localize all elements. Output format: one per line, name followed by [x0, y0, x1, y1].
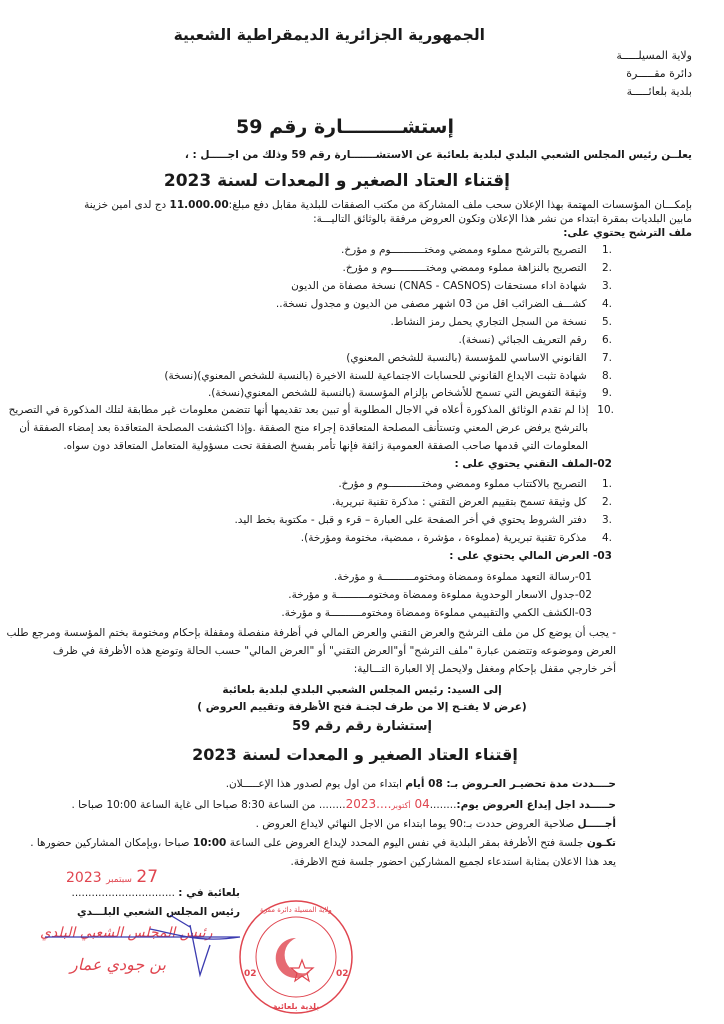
candidature-item	[276, 297, 612, 311]
item-number: 5.	[601, 316, 612, 328]
item-number: 10.	[597, 404, 614, 416]
item-10-line-1: إذا لم تقدم الوثائق المذكورة أعلاه في الاجال المطلوبة أو تبين بعد تقديمها أنها تتضمن معلومات غير مطابقة لتلك المذكورة في التصريح	[8, 404, 589, 416]
financial-item	[281, 606, 592, 620]
item-number: 2.	[601, 496, 612, 508]
item-text: التصريح بالنزاهة مملوء وممضي ومختـــــــــــوم و مؤرخ.	[342, 262, 587, 274]
candidature-item	[208, 386, 612, 400]
deadline-label: حـــــدد اجل إيداع العروض يوم:	[456, 799, 616, 811]
daira-label: دائرة مقـــــرة	[626, 67, 692, 80]
wilaya-label: ولاية المسيلـــــة	[616, 49, 692, 62]
item-text: شهادة تثبت الايداع القانوني للحسابات الاجتماعية للسنة الاخيرة (بالنسبة للشخص المعنوي)(نسخة)	[164, 370, 587, 382]
prep-label: حــــددت مدة تحضيـر العـروض بـ:	[442, 778, 616, 790]
announce-line	[185, 148, 692, 162]
item-number: 3.	[601, 514, 612, 526]
candidature-item	[291, 279, 612, 293]
technical-item	[234, 513, 612, 527]
deadline-line	[71, 797, 616, 813]
financial-item	[334, 570, 592, 584]
candidature-item-10	[9, 403, 614, 417]
announce-text: يعلــن رئيس المجلس الشعبي البلدي لبلدية بلعائبة عن الاستشـــــــارة رقم 59 وذلك من اجـــــل : ،	[184, 149, 692, 161]
item-text: التصريح بالترشح مملوء وممضي ومختـــــــــــوم و مؤرخ.	[341, 244, 587, 256]
technical-item	[332, 495, 612, 509]
candidature-item	[346, 351, 612, 365]
opening-line	[30, 836, 616, 850]
stamp-top-text: ولاية المسيلة دائرة مقرة	[260, 906, 332, 914]
sig-day: 27	[136, 867, 159, 887]
item-text: رقم التعريف الجبائي (نسخة).	[458, 334, 587, 346]
prep-days: 08 أيام	[405, 778, 443, 790]
validity-line	[256, 817, 616, 831]
item-text: التصريح بالاكتتاب مملوء وممضي ومختـــــــــــوم و مؤرخ.	[338, 478, 587, 490]
deadline-year: 2023	[345, 797, 377, 811]
envelope-line-3: أخر خارجي مقفل بإحكام ومغفل ولايحمل إلا العبارة التـــالية:	[353, 663, 616, 675]
item-number: 9.	[601, 387, 612, 399]
candidature-item	[341, 243, 612, 257]
stamp-bottom-text: بلدية بلعائبة	[272, 1002, 320, 1011]
baladiya-label: بلدية بلعائـــــة	[626, 85, 692, 98]
item-text: كل وثيقة تسمح بتقييم العرض التقني : مذكرة تقنية تبريرية.	[331, 496, 587, 508]
place-dots: ...............................	[71, 887, 175, 899]
item-10-line-2: بالترشح يرفض عرض المعني وتستأنف المصلحة المتعاقدة إجراء منح الصفقة .وإذا اكتشفت المصلحة المتعاقدة بعد إمضاء الصفقة أن	[19, 422, 588, 434]
intro-text-a: بإمكـــان المؤسسات المهتمة بهذا الإعلان سحب ملف المشاركة من مكتب الصفقات للبلدية مقابل دفع مبلغ:	[228, 199, 692, 211]
intro-line-1	[84, 198, 692, 212]
validity-text: صلاحية العروض حددت بـ:90 يوما ابتداء من الاجل النهائي لايداع العروض .	[255, 818, 578, 830]
handwritten-name: بن جودي عمار	[70, 955, 167, 974]
sig-year: 2023	[66, 870, 102, 886]
item-text: مذكرة تقنية تبريرية (مملوءة ، مؤشرة ، ممضية، مختومة ومؤرخة).	[300, 532, 587, 544]
invitation-line: يعد هذا الاعلان بمثابة استدعاء لجميع المشاركين احضور جلسة فتح الاظرفة.	[290, 856, 616, 868]
item-10-line-3: المعلومات التي قدمها صاحب الصفقة العمومية زائفة فإنها تأمر بفسخ الصفقة تحت مسؤولية المتعامل المتعاقد دون سواه.	[63, 440, 588, 452]
opening-time: 10:00	[192, 837, 227, 849]
place-line	[71, 886, 240, 900]
envelope-notice: (عرض لا يفتـح إلا من طرف لجنـة فتح الأظرفة وتقييم العروض )	[197, 701, 527, 713]
fee-amount: 11.000.00	[169, 199, 229, 211]
envelope-line-1: - يجب أن يوضع كل من ملف الترشح والعرض التقني والعرض المالي في أظرفة منفصلة ومقفلة بإحكام ومختومة بختم المؤسسة ومرجع طلب	[6, 627, 616, 639]
item-text: القانوني الاساسي للمؤسسة (بالنسبة للشخص المعنوي)	[346, 352, 587, 364]
item-number: 4.	[601, 298, 612, 310]
deadline-day: 04	[414, 797, 430, 811]
candidature-heading: ملف الترشح يحتوي على:	[563, 227, 692, 239]
envelope-addressee: إلى السيد: رئيس المجلس الشعبي البلدي لبلدية بلعائبة	[222, 684, 502, 696]
dots: ........	[429, 799, 457, 811]
signatory-role: رئيس المجلس الشعبي البلـــدي	[77, 906, 240, 918]
opening-text-end: صباحا ،وبإمكان المشاركين حضورها .	[30, 837, 193, 849]
item-number: 2.	[601, 262, 612, 274]
item-text: 02-جدول الاسعار الوحدوية مملوءة وممضاة ومختومــــــــــة و مؤرخة.	[288, 589, 592, 601]
item-number: 4.	[601, 532, 612, 544]
place-label: بلعائبة في :	[178, 887, 240, 899]
item-text: شهادة اداء مستحقات (CNAS - CASNOS) نسخة مصفاة من الديون	[291, 280, 587, 292]
envelope-reference: إستشارة رقم رقم 59	[292, 719, 432, 734]
item-text: 01-رسالة التعهد مملوءة وممضاة ومختومــــــــــة و مؤرخة.	[333, 571, 592, 583]
republic-heading: الجمهورية الجزائرية الديمقراطية الشعبية	[173, 26, 485, 44]
item-number: 7.	[601, 352, 612, 364]
candidature-item	[164, 369, 612, 383]
envelope-line-2: العرض وموضوعه وتتضمن عبارة "ملف الترشح" أو"العرض التقني" أو "العرض المالي" حسب الحالة وتوضع هذه الأظرفة في ظرف	[52, 645, 616, 657]
handwritten-role: رئيس المجلس الشعبي البلدي	[40, 925, 213, 941]
item-number: 6.	[601, 334, 612, 346]
item-text: دفتر الشروط يحتوي في أخر الصفحة على العبارة – قرء و قبل - مكتوبة بخط اليد.	[234, 514, 587, 526]
intro-text-b: دج لدى امين خزينة	[84, 199, 170, 211]
handwritten-signature	[40, 915, 280, 995]
item-text: نسخة من السجل التجاري يحمل رمز النشاط.	[390, 316, 587, 328]
item-number: 1.	[601, 478, 612, 490]
item-text: 03-الكشف الكمي والتقييمي مملوءة وممضاة ومختومــــــــــة و مؤرخة.	[281, 607, 592, 619]
item-number: 3.	[601, 280, 612, 292]
technical-heading: 02-الملف التقني يحتوي على :	[454, 458, 612, 470]
technical-item	[301, 531, 612, 545]
handwritten-deadline-date: 04 أكتوبر....2023	[345, 797, 430, 811]
candidature-item	[458, 333, 612, 347]
item-text: وثيقة التفويض التي تسمح للأشخاص بإلزام المؤسسة (بالنسبة للشخص المعنوي(نسخة).	[207, 387, 587, 399]
prep-duration-line	[226, 777, 616, 791]
financial-item	[288, 588, 592, 602]
technical-item	[338, 477, 612, 491]
stamp-number-left: 02	[244, 969, 257, 979]
item-number: 1.	[601, 244, 612, 256]
opening-label: تكـون	[586, 837, 616, 849]
subject-title: إقتناء العتاد الصغير و المعدات لسنة 2023	[163, 171, 510, 191]
item-text: كشـــف الضرائب اقل من 03 اشهر مصفى من الديون و مجدول نسخة..	[275, 298, 587, 310]
candidature-item	[390, 315, 612, 329]
validity-label: أجـــــل	[577, 818, 616, 830]
deadline-month: أكتوبر	[391, 801, 411, 810]
intro-line-2: مابين البلديات بمقرة ابتداء من نشر هذا الإعلان وتكون العروض مرفقة بالوثائق التاليـــة:	[313, 213, 692, 225]
sig-month: سبتمبر	[106, 875, 132, 885]
dots: ........	[318, 799, 346, 811]
opening-text: جلسة فتح الأظرفة بمقر البلدية في نفس اليوم المحدد لإيداع العروض على الساعة	[226, 837, 587, 849]
item-number: 8.	[601, 370, 612, 382]
subject-title-2: إقتناء العتاد الصغير و المعدات لسنة 2023	[192, 745, 518, 764]
stamp-number-right: 02	[336, 969, 349, 979]
financial-heading: 03- العرض المالي يحتوي على :	[449, 550, 612, 562]
candidature-item	[343, 261, 612, 275]
deadline-text: من الساعة 8:30 صباحا الى غاية الساعة 10:00 صباحا .	[71, 799, 319, 811]
consultation-title: إستشـــــــــارة رقم 59	[236, 116, 454, 138]
signature-stroke	[40, 915, 280, 995]
prep-text: ابتداء من اول يوم لصدور هذا الإعـــــلان.	[225, 778, 406, 790]
